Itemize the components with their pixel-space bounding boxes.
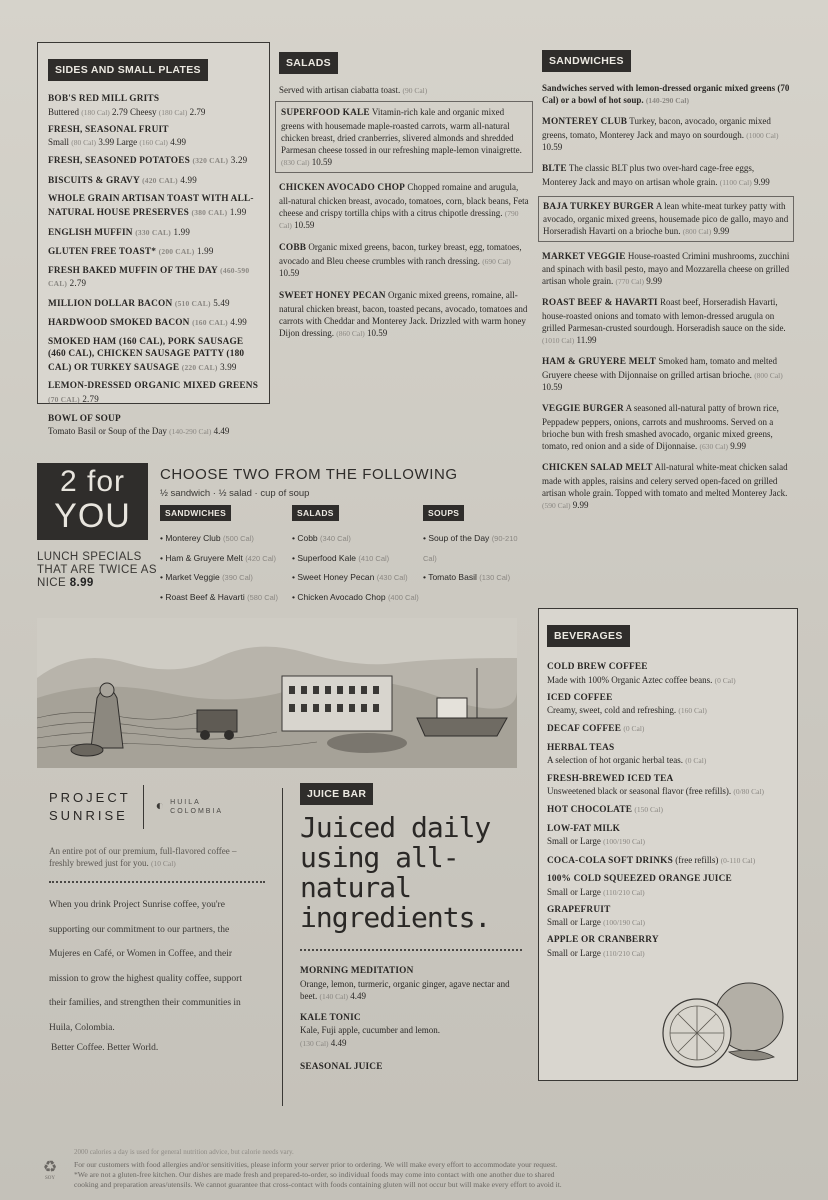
sides-panel (37, 42, 270, 437)
item-name: MONTEREY CLUB (542, 117, 628, 128)
item-name: VEGGIE BURGER (542, 404, 624, 415)
list-item (547, 934, 789, 959)
price: 2.79 (69, 278, 87, 289)
price: 4.49 (213, 426, 230, 437)
list-item (542, 402, 790, 452)
calories: (340 Cal) (320, 534, 351, 543)
list-item (48, 93, 259, 118)
footer-line: For our customers with food allergies and/or sensitivities, please inform your server prior to ordering. We will make every effort to accommodate your request. (74, 1160, 558, 1169)
item-name: Sweet Honey Pecan (297, 572, 375, 582)
project-sunrise-body: When you drink Project Sunrise coffee, you're supporting our commitment to our partners, the Mujeres en Café, or Women in Coffee, and their mission to grow the highest quality coffee, support their families, and strengthen their communities in Huila, Colombia. (49, 900, 242, 1033)
column-title: SOUPS (423, 505, 464, 521)
calories: (140-290 Cal) (169, 427, 212, 437)
item-desc: Made with 100% Organic Aztec coffee beans. (547, 674, 713, 685)
sandwiches-intro (542, 82, 790, 106)
list-item (547, 722, 789, 736)
item-name: BLTE (542, 164, 567, 175)
title-line: SUNRISE (49, 808, 128, 823)
item-desc: Small or Large (547, 948, 601, 958)
sides-list (48, 93, 259, 437)
calories: (420 CAL) (142, 175, 178, 185)
item-name: CHICKEN SALAD MELT (542, 463, 653, 474)
item-name: CHICKEN AVOCADO CHOP (279, 183, 406, 194)
calories: (510 CAL) (174, 298, 211, 308)
price: 9.99 (572, 500, 589, 511)
price: 10.59 (367, 327, 388, 338)
calories: (460-590 CAL) (48, 265, 250, 289)
item-name: SWEET HONEY PECAN (279, 291, 386, 302)
list-item: • Soup of the Day (90-210 Cal) (423, 533, 518, 563)
calories: (860 Cal) (336, 328, 365, 338)
title-line: PROJECT (49, 790, 131, 805)
footer-text (74, 1160, 562, 1190)
beverages-header: BEVERAGES (547, 625, 630, 647)
calories: (380 CAL) (191, 208, 228, 218)
footer-line: cooking and preparation areas/utensils. We cannot guarantee that cross-contact with foods containing gluten will not occur but will make every effort to avoid it. (74, 1180, 562, 1189)
list-item (542, 296, 790, 346)
calories: (830 Cal) (281, 158, 310, 168)
list-item (48, 245, 259, 259)
tagline-text: LUNCH SPECIALS THAT ARE TWICE AS NICE (37, 551, 157, 589)
item-name: WHOLE GRAIN ARTISAN TOAST WITH ALL-NATURAL HOUSE PRESERVES (48, 194, 254, 219)
calories: (160 Cal) (139, 138, 168, 148)
item-name: GRAPEFRUIT (547, 904, 611, 915)
price: 9.99 (730, 441, 747, 452)
item-name: 100% COLD SQUEEZED ORANGE JUICE (547, 874, 732, 885)
item-desc: Creamy, sweet, cold and refreshing. (547, 705, 677, 716)
citrus-illustration (649, 977, 789, 1072)
item-name: COCA-COLA SOFT DRINKS (547, 855, 673, 866)
detail-text: Large (116, 137, 138, 148)
list-item: • Cobb (340 Cal) (292, 533, 351, 543)
footer-line: *We are not a gluten-free kitchen. Our dishes are made fresh and prepared-to-order, so individual foods may come into contact with one another due to shared (74, 1170, 555, 1179)
calories: (1010 Cal) (542, 336, 575, 346)
calories: (160 CAL) (192, 318, 228, 328)
list-item (300, 965, 522, 1002)
item-name: APPLE OR CRANBERRY (547, 935, 659, 946)
calories: (1000 Cal) (746, 130, 779, 140)
item-name: MILLION DOLLAR BACON (48, 298, 173, 309)
calories: (90 Cal) (402, 86, 428, 95)
list-item (48, 380, 259, 406)
list-item (542, 355, 790, 393)
calories: (90-210 Cal) (423, 534, 518, 563)
calories: (100/190 Cal) (603, 837, 645, 847)
item-detail (48, 136, 259, 148)
list-item (48, 297, 259, 311)
calories: (420 Cal) (245, 553, 277, 563)
item-name: HAM & GRUYERE MELT (542, 357, 657, 368)
sandwiches-panel (542, 50, 790, 511)
item-extra: (free refills) (675, 854, 719, 865)
calories: (410 Cal) (358, 553, 390, 563)
price: 11.99 (576, 335, 597, 346)
list-item (48, 336, 259, 375)
item-name: GLUTEN FREE TOAST* (48, 247, 157, 258)
list-item (547, 873, 789, 898)
calories: (580 Cal) (247, 592, 278, 602)
calories: (110/210 Cal) (603, 949, 645, 958)
price: 9.99 (753, 176, 770, 187)
list-item (547, 692, 789, 717)
salads-intro (279, 84, 529, 96)
coffee-farm-illustration (37, 618, 517, 768)
price: 8.99 (69, 577, 94, 589)
calories: (330 CAL) (135, 227, 171, 237)
intro-text: An entire pot of our premium, full-flavored coffee – freshly brewed just for you. (49, 846, 237, 869)
detail-text: Small (48, 137, 70, 148)
list-item (547, 803, 789, 817)
item-name: Market Veggie (165, 572, 220, 582)
recycle-label: SOY (44, 1176, 55, 1181)
dotted-divider (49, 881, 265, 883)
price: 4.99 (180, 174, 197, 185)
detail-text: Buttered (48, 106, 79, 117)
badge-bottom: YOU (54, 497, 131, 535)
item-name: Ham & Gruyere Melt (165, 552, 243, 563)
list-item (48, 265, 259, 291)
juice-bar-header: JUICE BAR (300, 783, 373, 805)
item-name: Chicken Avocado Chop (297, 591, 386, 602)
price: 10.59 (279, 267, 300, 278)
item-name: Tomato Basil (428, 572, 477, 582)
item-desc: Small or Large (547, 886, 601, 897)
project-sunrise-panel (37, 785, 267, 1053)
price: 3.99 (98, 137, 115, 148)
recycle-icon: ♻ (42, 1159, 58, 1176)
price: 10.59 (311, 157, 333, 168)
price: 10.59 (542, 382, 563, 393)
list-item (48, 226, 259, 240)
list-item (547, 661, 789, 686)
calories: (10 Cal) (150, 859, 176, 869)
salad-featured (275, 101, 533, 173)
item-name: Superfood Kale (297, 552, 356, 563)
item-name: LEMON-DRESSED ORGANIC MIXED GREENS (48, 381, 259, 392)
calories: (500 Cal) (223, 534, 254, 543)
calories: (130 Cal) (479, 573, 511, 582)
item-desc: Vitamin-rich kale and organic mixed greens with housemade maple-roasted carrots, warm all-natural chicken breast, dried cranberries, slivered almonds and shredded Parmesan cheese tossed in our refreshing maple-lemon vinaigrette. (281, 107, 522, 155)
item-desc: Chopped romaine and arugula, all-natural chicken breast, avocado, tomatoes, corn, black beans, Feta cheese and crispy tortilla chips with a citrus chipotle dressing. (279, 182, 529, 218)
item-name: BAJA TURKEY BURGER (543, 201, 655, 212)
item-name: Monterey Club (165, 533, 221, 543)
list-item: • Superfood Kale (410 Cal) (292, 552, 390, 563)
item-desc: Turkey, bacon, avocado, organic mixed greens, tomato, Monterey Jack and mayo on sourdough. (542, 116, 771, 140)
two-for-you-subheading: ½ sandwich · ½ salad · cup of soup (160, 488, 310, 499)
list-item: • Monterey Club (500 Cal) (160, 533, 254, 543)
calories: (220 CAL) (181, 362, 218, 372)
item-name: FRESH, SEASONAL FRUIT (48, 124, 169, 135)
calories: (1100 Cal) (719, 177, 752, 187)
item-name: SUPERFOOD KALE (281, 108, 370, 119)
list-item (48, 174, 259, 188)
logo-title (37, 785, 144, 829)
item-name: BOB'S RED MILL GRITS (48, 94, 160, 104)
list-item (542, 115, 790, 153)
item-desc: A seasoned all-natural patty of brown rice, Peppadew peppers, onions, carrots and mushrooms. Served on a brioche bun with fresh smashed avocado, organic mixed greens, tomato, red onion and a side of Dijonnaise. (542, 403, 779, 452)
footer-note: 2000 calories a day is used for general nutrition advice, but calorie needs vary. (74, 1148, 294, 1156)
item-name: HERBAL TEAS (547, 742, 615, 753)
dotted-divider (300, 949, 522, 951)
calories: (70 CAL) (48, 395, 80, 405)
list-item (48, 154, 259, 168)
intro-text: Sandwiches served with lemon-dressed organic mixed greens (70 Cal) or a bowl of hot soup. (542, 83, 790, 106)
price: 4.99 (170, 137, 186, 148)
item-name: MARKET VEGGIE (542, 251, 626, 262)
column-list (292, 529, 420, 607)
beverages-panel (538, 608, 798, 1081)
list-item (547, 742, 789, 767)
list-item (48, 413, 259, 438)
column-title: SANDWICHES (160, 505, 231, 521)
sides-header: SIDES AND SMALL PLATES (48, 59, 208, 81)
list-item (48, 316, 259, 330)
list-item (547, 823, 789, 848)
item-desc: The classic BLT plus two over-hard cage-free eggs, Monterey Jack and mayo on artisan whole grain. (542, 163, 755, 187)
calories: (180 Cal) (81, 107, 110, 117)
project-sunrise-motto: Better Coffee. Better World. (51, 1043, 159, 1054)
column-list (160, 529, 290, 607)
column-list (423, 529, 533, 588)
recycle-icon-block (30, 1160, 70, 1190)
item-name: KALE TONIC (300, 1012, 361, 1023)
calories: (0 Cal) (623, 724, 645, 734)
two-for-you-badge (37, 463, 148, 540)
list-item: • Tomato Basil (130 Cal) (423, 572, 511, 582)
item-detail (48, 106, 259, 118)
item-desc: Organic mixed greens, romaine, all-natural chicken breast, bacon, toasted pecans, avocado, tomatoes and carrots with Cheddar and Monterey Jack. Drizzled with warm honey Dijon dressing. (279, 290, 528, 338)
list-item (48, 124, 259, 149)
item-desc: Unsweetened black or seasonal flavor (free refills). (547, 786, 732, 797)
calories: (140-290 Cal) (645, 96, 689, 106)
item-desc: All-natural white-meat chicken salad made with apples, raisins and celery served open-faced on grilled artisan whole grain. Topped with tomato and melted Monterey Jack. (542, 462, 788, 498)
sandwich-featured (538, 196, 794, 242)
juice-bar-panel (300, 783, 522, 1073)
price: 10.59 (294, 220, 315, 231)
calories: (430 Cal) (376, 573, 408, 582)
list-item (547, 904, 789, 929)
column-title: SALADS (292, 505, 339, 521)
price: 2.79 (112, 106, 128, 117)
calories: (790 Cal) (279, 208, 519, 231)
item-desc: House-roasted Crimini mushrooms, zucchini and spinach with basil pesto, mayo and Mozzarella cheese on grilled artisan whole grain. (542, 250, 790, 287)
calories: (0/80 Cal) (733, 787, 765, 797)
origin-line: HUILA (170, 799, 201, 806)
item-name: ICED COFFEE (547, 692, 613, 703)
calories: (800 Cal) (754, 370, 783, 380)
item-name: ROAST BEEF & HAVARTI (542, 298, 658, 309)
item-name: MORNING MEDITATION (300, 966, 414, 976)
item-desc: Kale, Fuji apple, cucumber and lemon. (300, 1025, 440, 1036)
list-item (542, 461, 790, 511)
calories: (690 Cal) (482, 256, 511, 266)
calories: (0 Cal) (685, 756, 707, 766)
item-name: COLD BREW COFFEE (547, 662, 648, 672)
project-sunrise-intro (37, 845, 267, 869)
beverages-list (547, 661, 789, 959)
price: 9.99 (713, 226, 730, 237)
calories: (390 Cal) (222, 573, 253, 582)
price: 1.99 (173, 226, 191, 237)
detail-text: Cheesy (130, 106, 157, 117)
price: 4.49 (330, 1037, 347, 1048)
item-desc: Roast beef, Horseradish Havarti, house-roasted onions and tomato with lemon-dressed arugula on grilled Parmesan-crusted sourdough. Horseradish sauce on the side. (542, 297, 786, 334)
two-for-you-tagline (37, 551, 157, 590)
calories: (140 Cal) (319, 991, 349, 1001)
list-item: • Ham & Gruyere Melt (420 Cal) (160, 552, 277, 563)
item-name: FRESH-BREWED ICED TEA (547, 773, 674, 784)
item-name: LOW-FAT MILK (547, 823, 621, 834)
two-for-you-col-sandwiches (160, 503, 290, 607)
two-for-you-col-soups (423, 503, 533, 588)
item-desc: Small or Large (547, 836, 601, 847)
item-name: BISCUITS & GRAVY (48, 175, 140, 186)
calories: (200 CAL) (158, 247, 195, 257)
price: 9.99 (646, 276, 663, 287)
list-item: • Sweet Honey Pecan (430 Cal) (292, 572, 408, 582)
calories: (590 Cal) (542, 501, 571, 511)
item-name: Roast Beef & Havarti (165, 591, 245, 602)
calories: (320 CAL) (192, 156, 229, 166)
list-item (279, 181, 529, 231)
two-for-you-heading: CHOOSE TWO FROM THE FOLLOWING (160, 466, 458, 483)
price: 2.79 (82, 394, 99, 405)
price: 3.29 (230, 155, 248, 166)
list-item (547, 854, 789, 868)
calories: (180 Cal) (158, 107, 188, 117)
sandwiches-header: SANDWICHES (542, 50, 631, 72)
item-name: DECAF COFFEE (547, 724, 622, 735)
item-name: FRESH BAKED MUFFIN OF THE DAY (48, 265, 218, 276)
detail-text: Tomato Basil or Soup of the Day (48, 426, 167, 437)
price: 1.99 (229, 207, 247, 218)
list-item (542, 250, 790, 288)
price: 4.99 (230, 317, 247, 328)
item-desc: Small or Large (547, 917, 601, 928)
item-name: HARDWOOD SMOKED BACON (48, 318, 190, 329)
calories: (800 Cal) (682, 227, 712, 237)
two-for-you-col-salads (292, 503, 420, 607)
calories: (100/190 Cal) (603, 918, 645, 928)
coffee-bean-icon: ◐ (155, 799, 165, 814)
price: 3.99 (220, 361, 237, 372)
item-name: Cobb (297, 533, 318, 543)
calories: (770 Cal) (615, 277, 645, 287)
calories: (160 Cal) (678, 706, 707, 716)
calories: (110/210 Cal) (603, 887, 645, 897)
calories: (0 Cal) (714, 675, 736, 685)
price: 4.49 (350, 990, 367, 1001)
vertical-divider (282, 788, 283, 1106)
salads-header: SALADS (279, 52, 338, 74)
item-name: Soup of the Day (428, 533, 490, 543)
item-name: SMOKED HAM (160 CAL), PORK SAUSAGE (460 CAL), CHICKEN SAUSAGE PATTY (180 CAL) OR TURKEY SAUSAGE (48, 336, 245, 373)
project-sunrise-logo (37, 785, 267, 829)
item-name: HOT CHOCOLATE (547, 805, 633, 816)
item-name: COBB (279, 243, 307, 254)
item-desc: Orange, lemon, turmeric, organic ginger, agave nectar and beet. (300, 978, 510, 1001)
calories: (630 Cal) (699, 442, 729, 452)
item-desc: A lean white-meat turkey patty with avocado, organic mixed greens, housemade pico de gallo, mayo and Horseradish Havarti on a brioche bun. (543, 200, 789, 237)
list-item: SEASONAL JUICE (300, 1061, 383, 1072)
list-item (279, 289, 529, 339)
list-item (48, 193, 259, 219)
calories: (130 Cal) (300, 1038, 329, 1048)
item-name: ENGLISH MUFFIN (48, 227, 133, 238)
footer (30, 1148, 800, 1190)
list-item: • Market Veggie (390 Cal) (160, 572, 253, 582)
item-name: BOWL OF SOUP (48, 413, 121, 424)
calories: (0-110 Cal) (720, 855, 756, 865)
price: 10.59 (542, 141, 563, 152)
list-item: • Roast Beef & Havarti (580 Cal) (160, 591, 278, 602)
logo-origin (170, 798, 223, 816)
item-desc: A selection of hot organic herbal teas. (547, 755, 684, 766)
price: 5.49 (213, 297, 230, 308)
list-item (542, 162, 790, 188)
price: 1.99 (196, 246, 214, 257)
intro-text: Served with artisan ciabatta toast. (279, 85, 401, 95)
item-desc: Organic mixed greens, bacon, turkey breast, egg, tomatoes, avocado and Bleu cheese crumbles with ranch dressing. (279, 242, 522, 266)
juice-bar-headline: Juiced daily using all-natural ingredients. (300, 811, 491, 934)
badge-top: 2 for (59, 465, 126, 498)
calories: (400 Cal) (387, 592, 419, 602)
list-item: • Chicken Avocado Chop (400 Cal) (292, 591, 419, 602)
list-item (300, 1012, 522, 1049)
price: 2.79 (189, 106, 206, 117)
list-item (279, 241, 529, 279)
item-desc: Smoked ham, tomato and melted Gruyere cheese with Dijonnaise on grilled artisan brioche. (542, 356, 778, 380)
origin-line: COLOMBIA (170, 808, 224, 815)
footer-row (30, 1160, 800, 1190)
list-item (547, 773, 789, 798)
calories: (80 Cal) (71, 138, 97, 148)
calories: (150 Cal) (634, 805, 663, 815)
item-name: FRESH, SEASONED POTATOES (48, 156, 190, 167)
item-detail (48, 425, 259, 437)
salads-panel (279, 52, 529, 345)
